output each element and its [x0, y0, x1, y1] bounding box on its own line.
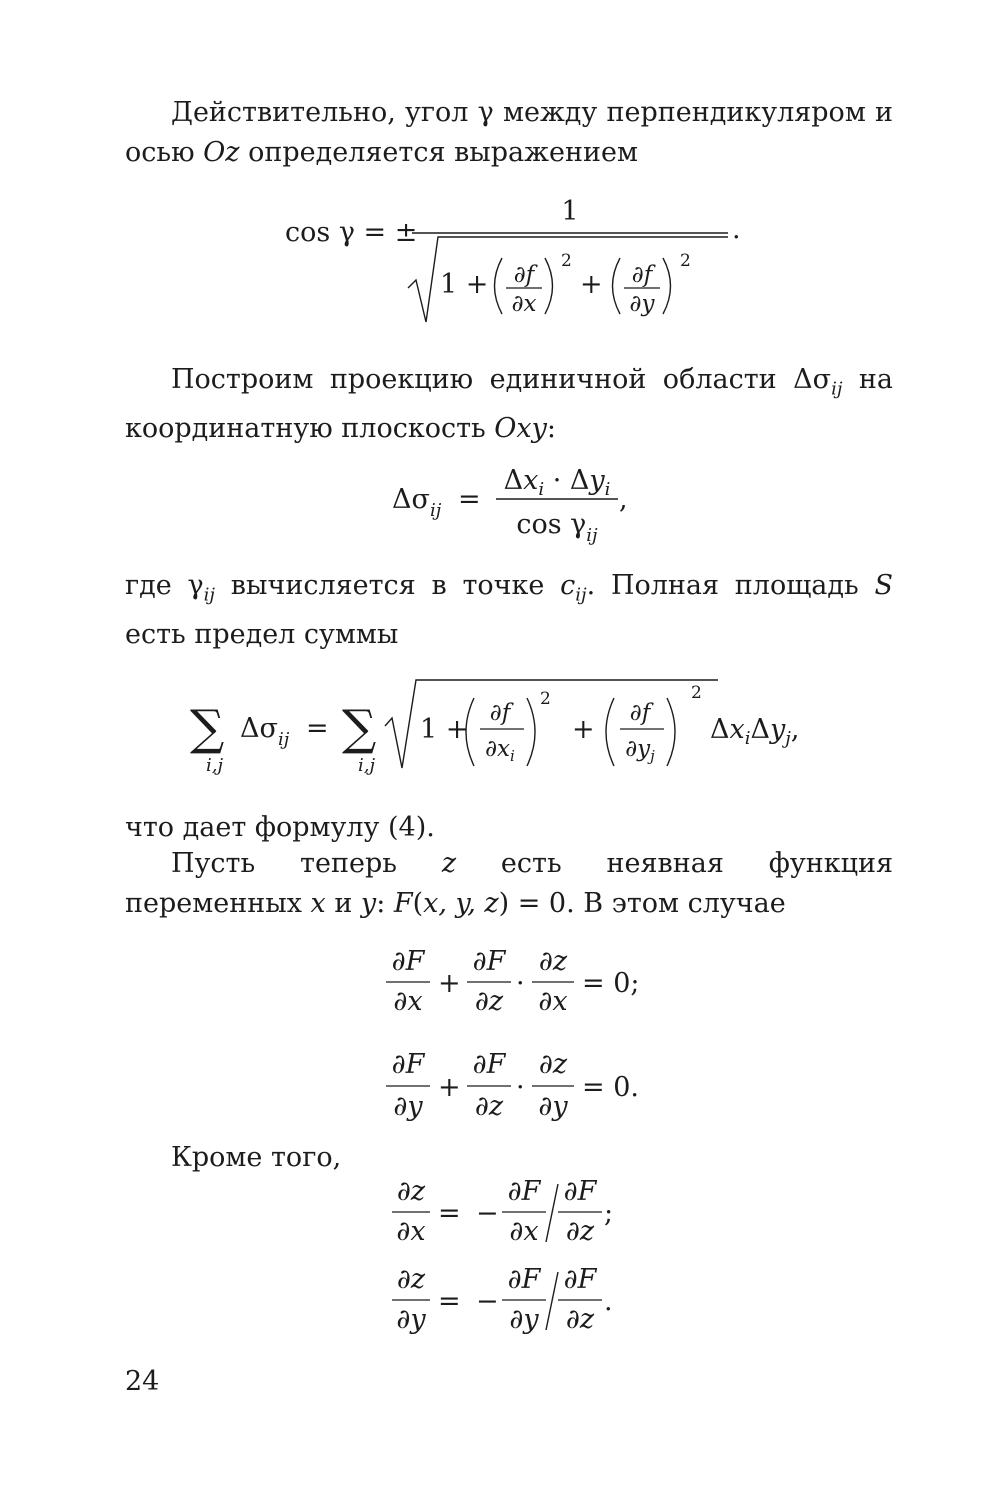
- svg-text:∂y: ∂y: [629, 291, 655, 317]
- svg-text:1 +: 1 +: [440, 269, 489, 300]
- svg-text:=: =: [306, 713, 329, 744]
- svg-text:+: +: [580, 269, 603, 300]
- equation-sum: [188, 668, 838, 783]
- svg-text:cos γij: $\cos \gamma_{ij}$: [516, 509, 598, 546]
- svg-text:∂F: ∂F: [391, 946, 425, 977]
- svg-text:i,j: i,j: [206, 755, 224, 776]
- svg-text:ij: ij: [430, 500, 442, 521]
- svg-text:= 0.: = 0.: [582, 1072, 639, 1103]
- svg-text:∂x: ∂x: [396, 1216, 426, 1247]
- svg-text:∂F: ∂F: [507, 1264, 541, 1295]
- svg-text:;: ;: [604, 1198, 614, 1229]
- svg-text:·: ·: [516, 968, 525, 999]
- svg-text:=: =: [438, 1286, 461, 1317]
- equation-implicit-derivatives: [384, 940, 654, 1125]
- svg-text:∂f: ∂f: [629, 700, 651, 726]
- svg-text:·: ·: [516, 1072, 525, 1103]
- svg-text:∂F: ∂F: [563, 1264, 597, 1295]
- svg-text:∂F: ∂F: [507, 1176, 541, 1207]
- svg-text:Δxi · Δyi: $\Delta x_i \cdot \Delta y_i$: [503, 465, 611, 500]
- svg-text:∑: ∑: [342, 700, 377, 756]
- svg-text:=: =: [458, 484, 481, 515]
- paragraph-angle: Действительно, угол γ между перпендикуляром и осью Oz определяется выражением: [125, 97, 894, 168]
- svg-text:∂z: ∂z: [396, 1176, 426, 1207]
- svg-text:∂y: ∂y: [393, 1091, 423, 1122]
- svg-text:cos γ = ±: cos γ = ±: [285, 217, 418, 248]
- svg-text:2: 2: [540, 689, 551, 709]
- svg-text:∂z: ∂z: [396, 1264, 426, 1295]
- svg-text:−: −: [476, 1286, 499, 1317]
- svg-text:∂z: ∂z: [474, 986, 504, 1017]
- svg-text:+: +: [438, 968, 461, 999]
- svg-text:∂z: ∂z: [538, 946, 568, 977]
- svg-text:∂z: ∂z: [538, 1049, 568, 1080]
- svg-text:∂z: ∂z: [474, 1091, 504, 1122]
- svg-text:∂yj: $\partial y_j$: [625, 736, 655, 765]
- paragraph-projection: Построим проекцию единичной области $\Delta\sigma_{ij}$ на координатную плоскость Oxy:: [125, 364, 893, 445]
- svg-text:∂x: ∂x: [538, 986, 568, 1017]
- svg-text:,: ,: [619, 484, 628, 515]
- svg-text:∂f: ∂f: [631, 262, 653, 288]
- svg-text:1: 1: [561, 196, 579, 227]
- svg-text:= 0;: = 0;: [582, 968, 640, 999]
- svg-text:+: +: [572, 714, 595, 745]
- paragraph-sum-intro: где $\gamma_{ij}$ вычисляется в точке $c_{ij}$. Полная площадь S есть предел суммы: [125, 570, 893, 651]
- svg-text:∂y: ∂y: [538, 1091, 568, 1122]
- svg-text:+: +: [438, 1072, 461, 1103]
- svg-text:∑: ∑: [190, 700, 225, 756]
- svg-text:∂f: ∂f: [513, 262, 535, 288]
- svg-text:.: .: [604, 1286, 613, 1317]
- svg-text:∂y: ∂y: [509, 1304, 539, 1335]
- svg-text:∂z: ∂z: [565, 1216, 595, 1247]
- svg-text:2: 2: [561, 251, 572, 271]
- svg-text:Δσ: Δσ: [392, 484, 430, 515]
- svg-text:∂F: ∂F: [391, 1049, 425, 1080]
- paragraph-formula-ref: что дает формулу (4).: [125, 812, 435, 843]
- svg-text:−: −: [476, 1198, 499, 1229]
- equation-dz-formulas: [390, 1170, 650, 1340]
- svg-text:=: =: [438, 1198, 461, 1229]
- svg-text:ΔxiΔyj,: $\Delta x_i\Delta y_j$,: [710, 714, 800, 749]
- svg-text:ij: ij: [278, 729, 290, 750]
- svg-text:∂F: ∂F: [472, 946, 506, 977]
- svg-text:∂x: ∂x: [393, 986, 423, 1017]
- svg-text:∂z: ∂z: [565, 1304, 595, 1335]
- equation-cos-gamma: [280, 190, 760, 340]
- paragraph-moreover: Кроме того,: [171, 1142, 342, 1173]
- svg-text:∂xi: $\partial x_i$: [485, 736, 515, 765]
- svg-text:1 +: 1 +: [420, 714, 469, 745]
- svg-text:i,j: i,j: [358, 755, 376, 776]
- svg-text:Δσ: Δσ: [240, 713, 278, 744]
- paragraph-implicit: Пусть теперь z есть неявная функция переменных x и y: F(x, y, z) = 0. В этом случае: [125, 848, 894, 919]
- svg-text:.: .: [732, 214, 741, 245]
- svg-text:∂x: ∂x: [511, 291, 537, 317]
- svg-text:2: 2: [691, 683, 702, 703]
- svg-text:∂F: ∂F: [563, 1176, 597, 1207]
- svg-text:∂y: ∂y: [396, 1304, 426, 1335]
- svg-text:∂x: ∂x: [509, 1216, 539, 1247]
- svg-text:∂f: ∂f: [489, 700, 511, 726]
- equation-delta-sigma: [392, 455, 652, 555]
- svg-text:2: 2: [680, 251, 691, 271]
- page-number: 24: [125, 1366, 160, 1397]
- svg-text:∂F: ∂F: [472, 1049, 506, 1080]
